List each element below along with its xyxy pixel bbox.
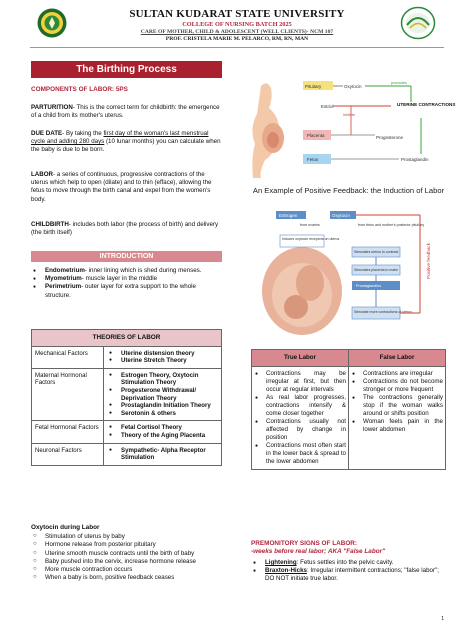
- list-item: ○ Stimulation of uterus by baby: [31, 533, 222, 541]
- theory-category: Mechanical Factors: [32, 346, 104, 368]
- list-item: ○ Uterine smooth muscle contracts until the birth of baby: [31, 550, 222, 558]
- false-labor-item: ● Contractions are irregular: [351, 370, 443, 378]
- list-item: ○ When a baby is born, positive feedback ceases: [31, 574, 222, 582]
- false-labor-item: ● The contractions generally stop if the woman walks around or shifts position: [351, 394, 443, 418]
- svg-text:Positive feedback: Positive feedback: [426, 242, 431, 279]
- svg-text:UTERINE CONTRACTIONS: UTERINE CONTRACTIONS: [397, 102, 456, 107]
- theories-of-labor-table: [31, 329, 222, 466]
- theory-category: Fetal Hormonal Factors: [32, 421, 104, 443]
- list-item: ○ Baby pushed into the cervix, increase hormone release: [31, 558, 222, 566]
- false-labor-header: False Labor: [349, 350, 446, 367]
- list-item: ○ More muscle contraction occurs: [31, 566, 222, 574]
- list-item: ● Lightening: Fetus settles into the pelvic cavity.: [251, 559, 446, 567]
- table-row: [252, 367, 446, 470]
- true-false-labor-table: [251, 349, 446, 470]
- true-labor-header: True Labor: [252, 350, 349, 367]
- table-row: [32, 368, 222, 421]
- table-row: [32, 421, 222, 443]
- svg-text:Induces oxytocin receptors on: Induces oxytocin receptors on uterus: [282, 237, 340, 241]
- document-header: [60, 8, 414, 42]
- false-labor-item: ● Contractions do not become stronger or more frequent: [351, 378, 443, 394]
- svg-text:Fetus: Fetus: [307, 157, 319, 162]
- feedback-diagram-title: An Example of Positive Feedback: the Induction of Labor: [252, 186, 445, 195]
- theory-item: ● Sympathetic- Alpha Receptor Stimulation: [107, 447, 218, 462]
- theory-item: ● Prostaglandin Initiation Theory: [107, 402, 218, 410]
- theory-item: ● Serotonin & others: [107, 410, 218, 418]
- introduction-heading: INTRODUCTION: [31, 251, 222, 262]
- svg-text:Placenta: Placenta: [307, 133, 325, 138]
- svg-text:promotes: promotes: [391, 81, 407, 85]
- list-item: ● Myometrium- muscle layer in the middle: [31, 275, 222, 283]
- list-item: ○ Hormone release from posterior pituitary: [31, 541, 222, 549]
- premonitory-heading: PREMONITORY SIGNS OF LABOR:: [251, 540, 358, 547]
- premonitory-subheading: -weeks before real labor; AKA "False Labor": [251, 548, 386, 555]
- svg-text:Stimulates uterus to contract: Stimulates uterus to contract: [354, 250, 399, 254]
- true-labor-item: ● As real labor progresses, contractions intensify & come closer together: [254, 394, 346, 418]
- svg-text:Progesterone: Progesterone: [376, 135, 404, 140]
- svg-text:Oxytocin: Oxytocin: [332, 213, 350, 218]
- table-row: [32, 346, 222, 368]
- svg-text:Prostaglandin: Prostaglandin: [401, 157, 429, 162]
- page-title: The Birthing Process: [31, 61, 222, 78]
- page-number: 1: [441, 616, 444, 622]
- svg-text:Prostaglandins: Prostaglandins: [356, 284, 382, 288]
- table-row: [32, 443, 222, 465]
- svg-text:Estrogen: Estrogen: [279, 213, 298, 218]
- definition-parturition: PARTURITION- This is the correct term for childbirth: the emergence of a child from its mother's uterus.: [31, 104, 220, 120]
- theory-item: ● Uterine distension theory: [107, 350, 218, 358]
- true-labor-item: ● Contractions may be irregular at first, but then occur at regular intervals: [254, 370, 346, 394]
- theory-category: Neuronal Factors: [32, 443, 104, 465]
- components-heading: COMPONENTS OF LABOR: 5PS: [31, 86, 128, 93]
- university-name: SULTAN KUDARAT STATE UNIVERSITY: [129, 8, 345, 20]
- true-labor-item: ● Contractions most often start in the lower back & spread to the lower abdomen: [254, 442, 346, 466]
- uterine-layers-list: [31, 267, 222, 300]
- theory-item: ● Progesterone Withdrawal/ Deprivation Theory: [107, 387, 218, 402]
- svg-text:from ovaries: from ovaries: [300, 223, 320, 227]
- header-divider: [30, 47, 444, 48]
- theory-item: ● Theory of the Aging Placenta: [107, 432, 218, 440]
- college-name: COLLEGE OF NURSING BATCH 2025: [182, 21, 292, 28]
- theory-item: ● Estrogen Theory, Oxytocin Stimulation Theory: [107, 372, 218, 387]
- theory-item: ● Fetal Cortisol Theory: [107, 424, 218, 432]
- false-labor-item: ● Woman feels pain in the lower abdomen: [351, 418, 443, 434]
- svg-text:inhibits: inhibits: [343, 113, 355, 117]
- oxytocin-heading: Oxytocin during Labor: [31, 524, 100, 531]
- svg-text:Oxytocin: Oxytocin: [344, 84, 362, 89]
- svg-text:Pituitary: Pituitary: [305, 84, 322, 89]
- list-item: ● Perimetrium- outer layer for extra support to the whole structure.: [31, 283, 222, 299]
- list-item: ● Braxton-Hicks: Irregular intermittent contractions; "false labor"; DO NOT initiate true labor.: [251, 567, 446, 583]
- true-labor-item: ● Contractions usually not affected by change in position: [254, 418, 346, 442]
- definition-labor: LABOR- a series of continuous, progressive contractions of the uterus which help to open (dilate) and to thin (efface), allowing the fetus to move through the birth canal and expel from the women's body.: [31, 171, 212, 203]
- positive-feedback-diagram: [260, 209, 440, 337]
- premonitory-signs-section: [251, 540, 446, 583]
- definition-childbirth: CHILDBIRTH- includes both labor (the process of birth) and delivery (the birth itself): [31, 221, 219, 237]
- svg-text:Estriol: Estriol: [321, 104, 334, 109]
- svg-text:Stimulates placenta to make: Stimulates placenta to make: [354, 268, 398, 272]
- theory-item: ● Uterine Stretch Theory: [107, 357, 218, 365]
- professor-name: PROF. CRISTELA MARIE M. PELARCO, RM, RN, MAN: [165, 36, 309, 42]
- svg-text:from fetus and mother's poster: from fetus and mother's posterior pituitary: [358, 223, 425, 227]
- svg-text:Stimulate more contractions of: Stimulate more contractions of uterus: [354, 310, 412, 314]
- theory-category: Maternal Hormonal Factors: [32, 368, 104, 421]
- theories-heading: THEORIES OF LABOR: [32, 330, 222, 347]
- oxytocin-section: [31, 524, 222, 582]
- definition-due-date: DUE DATE- By taking the first day of the woman's last menstrual cycle and adding 280 days (10 lunar months) you can calculate when the baby is due to be born.: [31, 130, 221, 154]
- course-title: CARE OF MOTHER, CHILD & ADOLESCENT (WELL CLIENTS)- NCM 107: [140, 29, 334, 35]
- list-item: ● Endometrium- inner lining which is shed during menses.: [31, 267, 222, 275]
- hormone-pathway-diagram: [251, 78, 456, 178]
